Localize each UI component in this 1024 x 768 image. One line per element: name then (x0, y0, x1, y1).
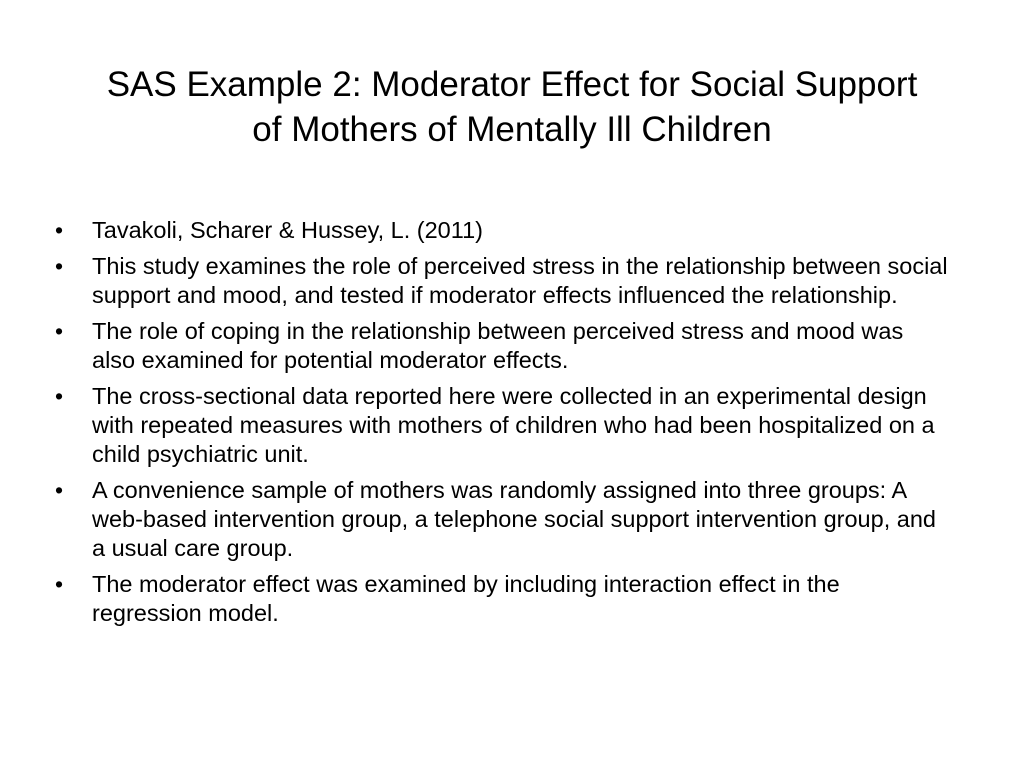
bullet-item-study-purpose (52, 252, 952, 310)
bullet-list (52, 216, 952, 635)
bullet-dot-icon: • (55, 217, 64, 243)
title-line-2: of Mothers of Mentally Ill Children (252, 110, 772, 149)
bullet-text: The moderator effect was examined by including interaction effect in the regression model. (92, 571, 840, 626)
bullet-dot-icon: • (55, 383, 64, 409)
bullet-item-coping-role (52, 317, 952, 375)
bullet-dot-icon: • (55, 571, 64, 597)
bullet-text: The role of coping in the relationship between perceived stress and mood was also examined for potential moderator effects. (92, 318, 904, 373)
bullet-text: Tavakoli, Scharer & Hussey, L. (2011) (92, 217, 483, 243)
bullet-item-sample-groups (52, 476, 952, 563)
bullet-text: This study examines the role of perceived stress in the relationship between social support and mood, and tested if moderator effects influenced the relationship. (92, 253, 948, 308)
bullet-text: The cross-sectional data reported here were collected in an experimental design with repeated measures with mothers of children who had been hospitalized on a child psychiatric unit. (92, 383, 935, 467)
bullet-text: A convenience sample of mothers was randomly assigned into three groups: A web-based intervention group, a telephone social support intervention group, and a usual care group. (92, 477, 936, 561)
bullet-dot-icon: • (55, 318, 64, 344)
title-line-1: SAS Example 2: Moderator Effect for Social Support (106, 65, 918, 104)
slide-title (40, 62, 984, 152)
bullet-dot-icon: • (55, 253, 64, 279)
bullet-dot-icon: • (55, 477, 64, 503)
bullet-item-moderator-effect (52, 570, 952, 628)
bullet-item-citation (52, 216, 952, 245)
bullet-item-data-design (52, 382, 952, 469)
